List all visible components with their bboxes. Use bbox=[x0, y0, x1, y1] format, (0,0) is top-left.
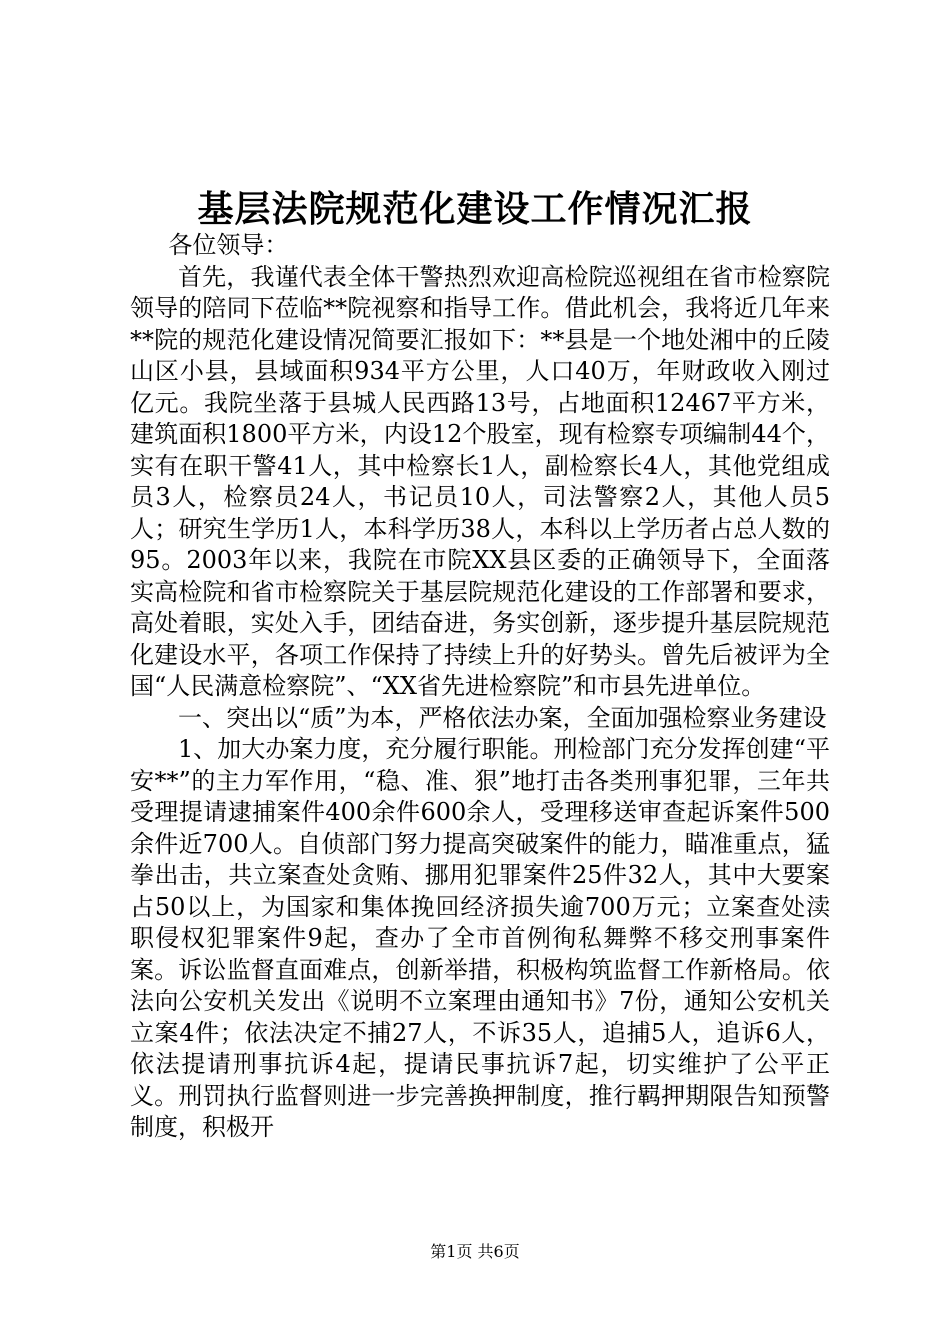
document-body bbox=[130, 230, 830, 1144]
paragraph-intro: 首先，我谨代表全体干警热烈欢迎高检院巡视组在省市检察院领导的陪同下莅临**院视察和指导工作。借此机会，我将近几年来**院的规范化建设情况简要汇报如下：**县是一个地处湘中的丘陵山区小县，县域面积934平方公里，人口40万，年财政收入刚过亿元。我院坐落于县城人民西路13号，占地面积12467平方米，建筑面积1800平方米，内设12个股室，现有检察专项编制44个，实有在职干警41人，其中检察长1人，副检察长4人，其他党组成员3人，检察员24人，书记员10人，司法警察2人，其他人员5人；研究生学历1人，本科学历38人，本科以上学历者占总人数的95。2003年以来，我院在市院XX县区委的正确领导下，全面落实高检院和省市检察院关于基层院规范化建设的工作部署和要求，高处着眼，实处入手，团结奋进，务实创新，逐步提升基层院规范化建设水平，各项工作保持了持续上升的好势头。曾先后被评为全国“人民满意检察院”、“XX省先进检察院”和市县先进单位。 bbox=[130, 262, 830, 700]
salutation: 各位领导： bbox=[168, 231, 289, 259]
document-title: 基层法院规范化建设工作情况汇报 bbox=[197, 188, 753, 230]
page-footer: 第1页 共6页 bbox=[430, 1242, 520, 1261]
section-heading-1: 一、突出以“质”为本，严格依法办案，全面加强检察业务建设 bbox=[178, 703, 827, 732]
paragraph-1-1: 1、加大办案力度，充分履行职能。刑检部门充分发挥创建“平安**”的主力军作用，“稳、准、狠”地打击各类刑事犯罪，三年共受理提请逮捕案件400余件600余人，受理移送审查起诉案件500余件近700人。自侦部门努力提高突破案件的能力，瞄准重点，猛拳出击，共立案查处贪贿、挪用犯罪案件25件32人，其中大要案占50以上，为国家和集体挽回经济损失逾700万元；立案查处渎职侵权犯罪案件9起，查办了全市首例徇私舞弊不移交刑事案件案。诉讼监督直面难点，创新举措，积极构筑监督工作新格局。依法向公安机关发出《说明不立案理由通知书》7份，通知公安机关立案4件；依法决定不捕27人，不诉35人，追捕5人，追诉6人，依法提请刑事抗诉4起，提请民事抗诉7起，切实维护了公平正义。刑罚执行监督则进一步完善换押制度，推行羁押期限告知预警制度，积极开 bbox=[130, 735, 830, 1141]
